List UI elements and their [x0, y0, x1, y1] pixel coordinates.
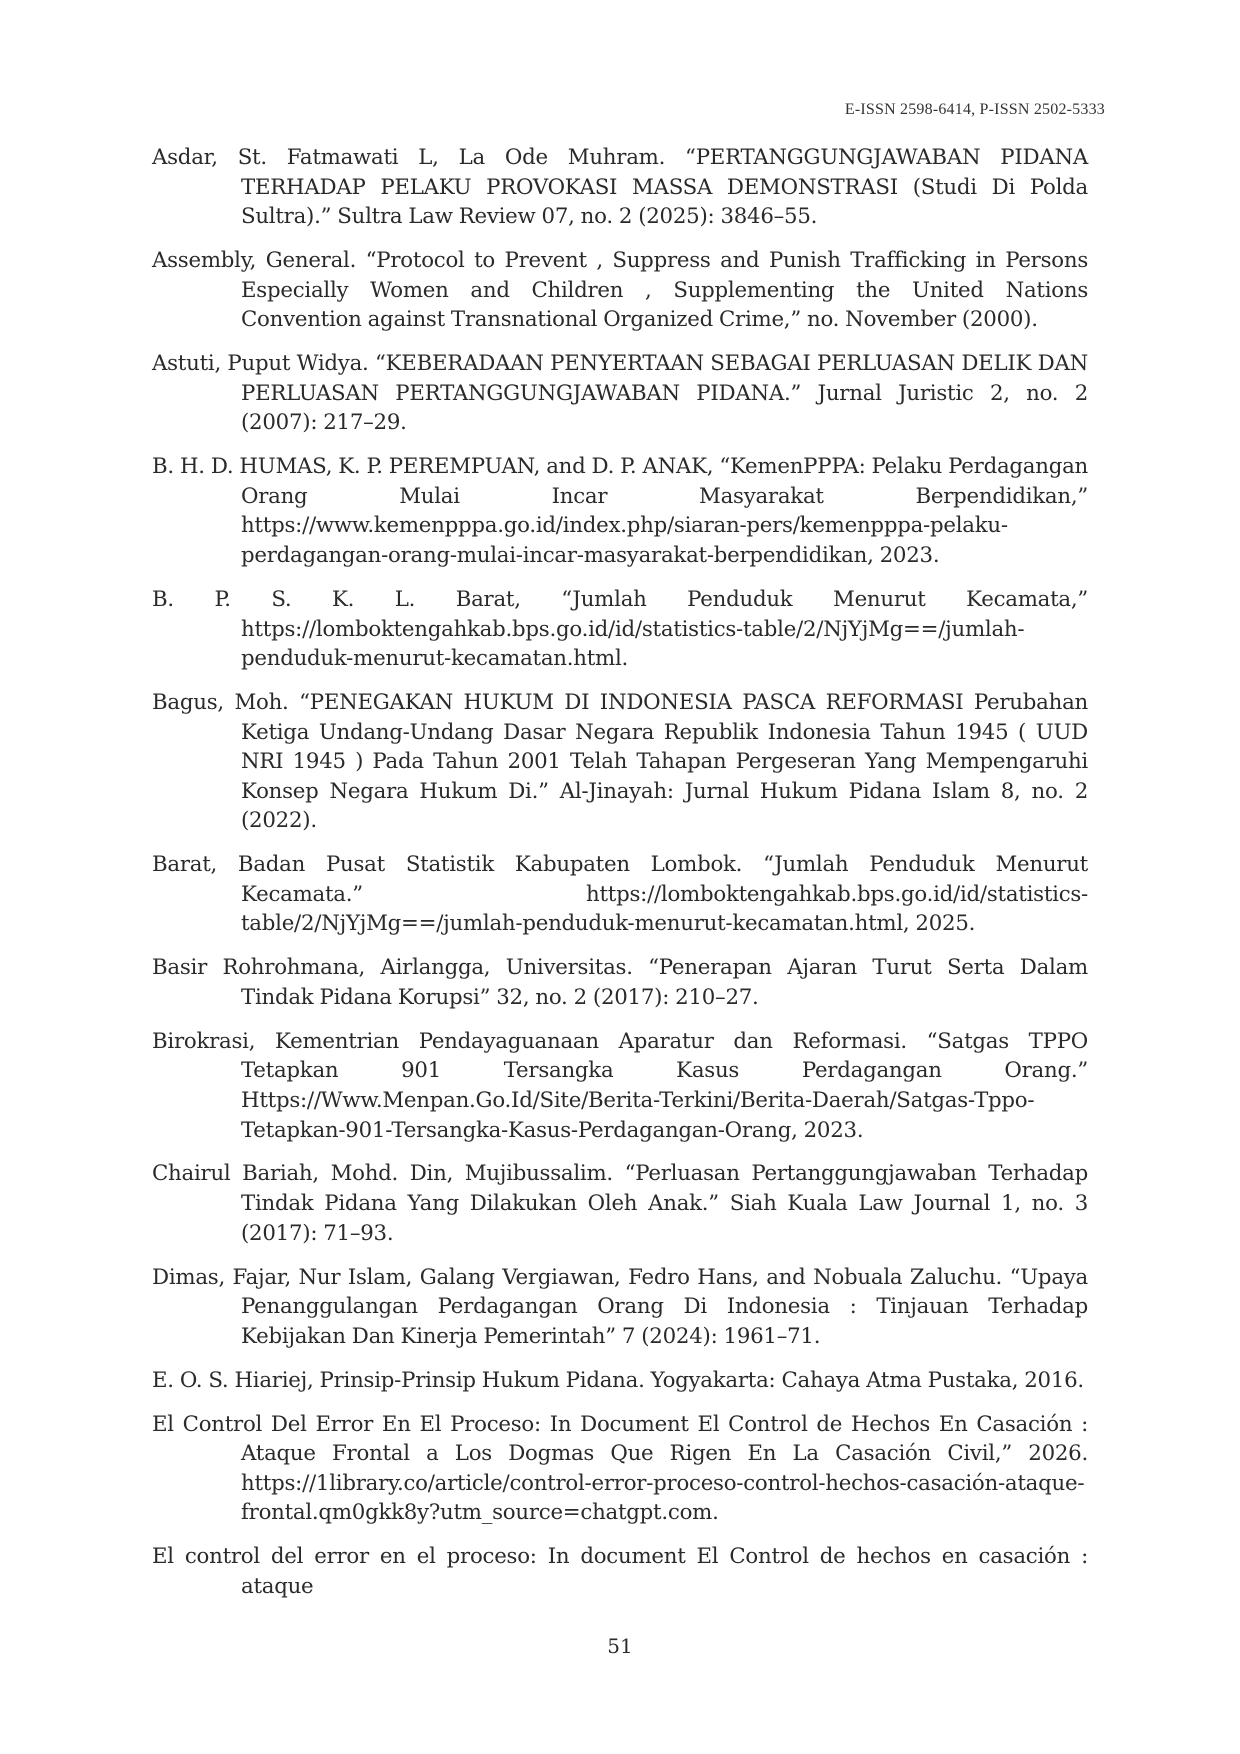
- reference-entry: [152, 1410, 1088, 1528]
- reference-text: Asdar, St. Fatmawati L, La Ode Muhram. “PERTANGGUNGJAWABAN PIDANA TERHADAP PELAKU PROVOKASI MASSA DEMONSTRASI (Studi Di Polda Sultra).” Sultra Law Review 07, no. 2 (2025): 3846–55.: [152, 145, 1088, 230]
- reference-text: B. P. S. K. L. Barat, “Jumlah Penduduk Menurut Kecamata,” https://lomboktengahkab.bps.go.id/id/statistics-table/2/NjYjMg==/jumlah-penduduk-menurut-kecamatan.html.: [152, 586, 1088, 672]
- reference-text: Birokrasi, Kementrian Pendayaguanaan Aparatur dan Reformasi. “Satgas TPPO Tetapkan 901 Tersangka Kasus Perdagangan Orang.” Https://Www.Menpan.Go.Id/Site/Berita-Terkini/Berita-Daerah/Satgas-Tppo-Tetapkan-901-Tersangka-Kasus-Perdagangan-Orang, 2023.: [152, 1028, 1088, 1143]
- reference-entry: [152, 246, 1088, 335]
- reference-entry: [152, 850, 1088, 939]
- reference-text: Dimas, Fajar, Nur Islam, Galang Vergiawan, Fedro Hans, and Nobuala Zaluchu. “Upaya Penanggulangan Perdagangan Orang Di Indonesia : Tinjauan Terhadap Kebijakan Dan Kinerja Pemerintah” 7 (2024): 1961–71.: [152, 1264, 1088, 1349]
- reference-text: El Control Del Error En El Proceso: In Document El Control de Hechos En Casación : Ataque Frontal a Los Dogmas Que Rigen En La Casación Civil,” 2026. https://1library.co/article/control-error-proceso-control-hechos-casación-ataque-frontal.qm0gkk8y?utm_source=chatgpt.com.: [152, 1411, 1088, 1526]
- reference-text: B. H. D. HUMAS, K. P. PEREMPUAN, and D. P. ANAK, “KemenPPPA: Pelaku Perdagangan Orang Mulai Incar Masyarakat Berpendidikan,” https://www.kemenpppa.go.id/index.php/siaran-pers/kemenpppa-pelaku-perdagangan-orang-mulai-incar-masyarakat-berpendidikan, 2023.: [152, 454, 1088, 569]
- reference-text: Assembly, General. “Protocol to Prevent , Suppress and Punish Trafficking in Persons Especially Women and Children , Supplementing the United Nations Convention against Transnational Organized Crime,” no. November (2000).: [152, 248, 1088, 333]
- reference-entry: [152, 452, 1088, 570]
- reference-text: Bagus, Moh. “PENEGAKAN HUKUM DI INDONESIA PASCA REFORMASI Perubahan Ketiga Undang-Undang Dasar Negara Republik Indonesia Tahun 1945 ( UUD NRI 1945 ) Pada Tahun 2001 Telah Tahapan Pergeseran Yang Mempengaruhi Konsep Negara Hukum Di.” Al-Jinayah: Jurnal Hukum Pidana Islam 8, no. 2 (2022).: [152, 689, 1088, 834]
- reference-entry: [152, 1159, 1088, 1248]
- reference-entry: [152, 1366, 1088, 1396]
- reference-entry: [152, 953, 1088, 1012]
- reference-text: El control del error en el proceso: In document El Control de hechos en casación : ataque: [152, 1544, 1088, 1599]
- reference-text: Chairul Bariah, Mohd. Din, Mujibussalim. “Perluasan Pertanggungjawaban Terhadap Tindak Pidana Yang Dilakukan Oleh Anak.” Siah Kuala Law Journal 1, no. 3 (2017): 71–93.: [152, 1161, 1088, 1246]
- reference-text: Astuti, Puput Widya. “KEBERADAAN PENYERTAAN SEBAGAI PERLUASAN DELIK DAN PERLUASAN PERTANGGUNGJAWABAN PIDANA.” Jurnal Juristic 2, no. 2 (2007): 217–29.: [152, 351, 1088, 436]
- page-number: 51: [607, 1634, 633, 1658]
- reference-text: E. O. S. Hiariej, Prinsip-Prinsip Hukum Pidana. Yogyakarta: Cahaya Atma Pustaka, 2016.: [152, 1367, 1084, 1393]
- reference-text: Basir Rohrohmana, Airlangga, Universitas. “Penerapan Ajaran Turut Serta Dalam Tindak Pidana Korupsi” 32, no. 2 (2017): 210–27.: [152, 955, 1088, 1010]
- reference-entry: [152, 1263, 1088, 1352]
- reference-entry: [152, 688, 1088, 836]
- reference-entry: [152, 1027, 1088, 1145]
- reference-list: [152, 143, 1088, 1616]
- reference-text: Barat, Badan Pusat Statistik Kabupaten Lombok. “Jumlah Penduduk Menurut Kecamata.” https://lomboktengahkab.bps.go.id/id/statistics-table/2/NjYjMg==/jumlah-penduduk-menurut-kecamatan.html, 2025.: [152, 852, 1088, 937]
- journal-issn-header: E-ISSN 2598-6414, P-ISSN 2502-5333: [844, 101, 1105, 118]
- reference-entry: [152, 1542, 1088, 1601]
- reference-entry: [152, 143, 1088, 232]
- reference-entry: [152, 585, 1088, 674]
- reference-entry: [152, 349, 1088, 438]
